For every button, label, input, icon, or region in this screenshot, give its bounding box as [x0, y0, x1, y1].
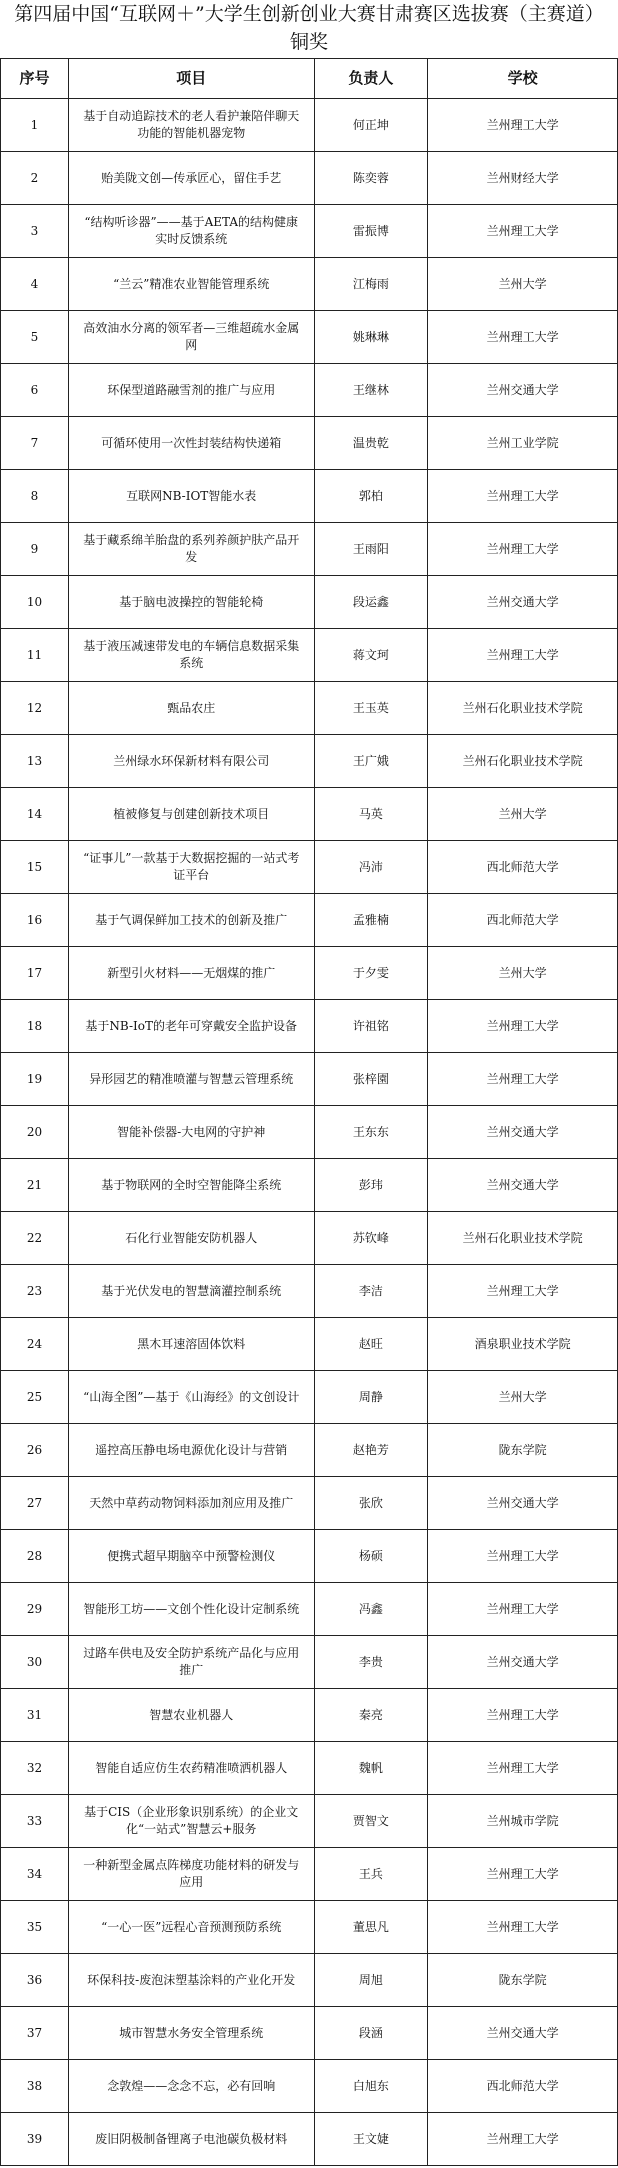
row-leader: 张欣: [315, 1477, 429, 1529]
row-project: 城市智慧水务安全管理系统: [69, 2007, 315, 2059]
row-project: 智能补偿器-大电网的守护神: [69, 1106, 315, 1158]
table-row: [0, 417, 618, 470]
row-index: 20: [1, 1106, 69, 1158]
row-project: 甄品农庄: [69, 682, 315, 734]
row-school: 兰州交通大学: [428, 2007, 618, 2059]
row-school: 兰州工业学院: [428, 417, 618, 469]
row-leader: 孟雅楠: [315, 894, 429, 946]
row-leader: 于夕雯: [315, 947, 429, 999]
row-school: 兰州大学: [428, 788, 618, 840]
header-leader: 负责人: [315, 59, 429, 98]
row-project: 黑木耳速溶固体饮料: [69, 1318, 315, 1370]
row-project: 基于脑电波操控的智能轮椅: [69, 576, 315, 628]
table-row: [0, 1424, 618, 1477]
row-school: 兰州理工大学: [428, 311, 618, 363]
row-leader: 蒋文珂: [315, 629, 429, 681]
table-row: [0, 1954, 618, 2007]
table-row: [0, 735, 618, 788]
row-project: “证事儿”一款基于大数据挖掘的一站式考证平台: [69, 841, 315, 893]
table-row: [0, 1848, 618, 1901]
row-project: 环保型道路融雪剂的推广与应用: [69, 364, 315, 416]
row-school: 兰州理工大学: [428, 1530, 618, 1582]
row-project: 基于CIS（企业形象识别系统）的企业文化“一站式”智慧云+服务: [69, 1795, 315, 1847]
row-index: 16: [1, 894, 69, 946]
row-index: 12: [1, 682, 69, 734]
row-school: 兰州理工大学: [428, 1742, 618, 1794]
row-index: 34: [1, 1848, 69, 1900]
row-index: 22: [1, 1212, 69, 1264]
row-index: 8: [1, 470, 69, 522]
table-row: [0, 1053, 618, 1106]
row-index: 37: [1, 2007, 69, 2059]
row-index: 38: [1, 2060, 69, 2112]
row-leader: 周旭: [315, 1954, 429, 2006]
row-school: 兰州理工大学: [428, 523, 618, 575]
row-index: 7: [1, 417, 69, 469]
row-leader: 董思凡: [315, 1901, 429, 1953]
row-project: 智能自适应仿生农药精准喷洒机器人: [69, 1742, 315, 1794]
row-leader: 赵旺: [315, 1318, 429, 1370]
award-table: [0, 58, 618, 2166]
row-school: 兰州石化职业技术学院: [428, 682, 618, 734]
row-index: 1: [1, 99, 69, 151]
row-project: 智慧农业机器人: [69, 1689, 315, 1741]
table-row: [0, 1901, 618, 1954]
row-school: 兰州城市学院: [428, 1795, 618, 1847]
table-row: [0, 152, 618, 205]
table-row: [0, 629, 618, 682]
row-school: 兰州理工大学: [428, 1689, 618, 1741]
row-index: 27: [1, 1477, 69, 1529]
row-school: 兰州交通大学: [428, 364, 618, 416]
table-row: [0, 1689, 618, 1742]
row-index: 25: [1, 1371, 69, 1423]
table-row: [0, 1212, 618, 1265]
table-row: [0, 2060, 618, 2113]
row-school: 兰州交通大学: [428, 1159, 618, 1211]
row-project: “结构听诊器”——基于AETA的结构健康实时反馈系统: [69, 205, 315, 257]
table-row: [0, 258, 618, 311]
row-school: 兰州理工大学: [428, 629, 618, 681]
row-project: 一种新型金属点阵梯度功能材料的研发与应用: [69, 1848, 315, 1900]
table-row: [0, 1742, 618, 1795]
row-project: 智能形工坊——文创个性化设计定制系统: [69, 1583, 315, 1635]
row-project: 基于物联网的全时空智能降尘系统: [69, 1159, 315, 1211]
row-index: 18: [1, 1000, 69, 1052]
row-project: 基于光伏发电的智慧滴灌控制系统: [69, 1265, 315, 1317]
row-project: 新型引火材料——无烟煤的推广: [69, 947, 315, 999]
row-index: 19: [1, 1053, 69, 1105]
row-index: 28: [1, 1530, 69, 1582]
row-school: 兰州理工大学: [428, 1901, 618, 1953]
row-leader: 白旭东: [315, 2060, 429, 2112]
row-index: 35: [1, 1901, 69, 1953]
row-leader: 郭柏: [315, 470, 429, 522]
row-project: 可循环使用一次性封装结构快递箱: [69, 417, 315, 469]
row-index: 2: [1, 152, 69, 204]
table-row: [0, 947, 618, 1000]
row-leader: 王广娥: [315, 735, 429, 787]
row-school: 兰州大学: [428, 947, 618, 999]
row-project: 兰州绿水环保新材料有限公司: [69, 735, 315, 787]
row-leader: 王继林: [315, 364, 429, 416]
row-leader: 何正坤: [315, 99, 429, 151]
table-row: [0, 364, 618, 417]
row-index: 5: [1, 311, 69, 363]
row-index: 6: [1, 364, 69, 416]
row-index: 21: [1, 1159, 69, 1211]
row-project: 基于气调保鲜加工技术的创新及推广: [69, 894, 315, 946]
row-index: 15: [1, 841, 69, 893]
row-project: 植被修复与创建创新技术项目: [69, 788, 315, 840]
row-leader: 贾智文: [315, 1795, 429, 1847]
row-school: 兰州石化职业技术学院: [428, 735, 618, 787]
row-project: 过路车供电及安全防护系统产品化与应用推广: [69, 1636, 315, 1688]
row-index: 23: [1, 1265, 69, 1317]
row-leader: 段运鑫: [315, 576, 429, 628]
table-row: [0, 1477, 618, 1530]
row-index: 32: [1, 1742, 69, 1794]
row-index: 31: [1, 1689, 69, 1741]
row-index: 11: [1, 629, 69, 681]
header-index: 序号: [1, 59, 69, 98]
row-index: 3: [1, 205, 69, 257]
table-row: [0, 1795, 618, 1848]
row-school: 兰州石化职业技术学院: [428, 1212, 618, 1264]
row-school: 兰州交通大学: [428, 1477, 618, 1529]
row-leader: 雷振博: [315, 205, 429, 257]
row-project: 异形园艺的精准喷灌与智慧云管理系统: [69, 1053, 315, 1105]
row-project: “兰云”精准农业智能管理系统: [69, 258, 315, 310]
table-row: [0, 523, 618, 576]
row-project: 高效油水分离的领军者—三维超疏水金属网: [69, 311, 315, 363]
row-school: 兰州理工大学: [428, 2113, 618, 2165]
row-school: 兰州理工大学: [428, 1000, 618, 1052]
table-row: [0, 470, 618, 523]
row-project: 天然中草药动物饲料添加剂应用及推广: [69, 1477, 315, 1529]
row-school: 兰州理工大学: [428, 1053, 618, 1105]
table-header-row: [0, 59, 618, 99]
row-leader: 彭玮: [315, 1159, 429, 1211]
row-leader: 魏帆: [315, 1742, 429, 1794]
row-school: 酒泉职业技术学院: [428, 1318, 618, 1370]
row-leader: 许祖铭: [315, 1000, 429, 1052]
row-school: 西北师范大学: [428, 894, 618, 946]
row-leader: 马英: [315, 788, 429, 840]
row-project: 互联网NB-IOT智能水表: [69, 470, 315, 522]
row-school: 兰州大学: [428, 1371, 618, 1423]
row-leader: 陈奕蓉: [315, 152, 429, 204]
row-school: 兰州大学: [428, 258, 618, 310]
row-index: 4: [1, 258, 69, 310]
row-index: 26: [1, 1424, 69, 1476]
row-school: 陇东学院: [428, 1954, 618, 2006]
table-row: [0, 311, 618, 364]
row-project: 遥控高压静电场电源优化设计与营销: [69, 1424, 315, 1476]
page-title: 第四届中国“互联网＋”大学生创新创业大赛甘肃赛区选拔赛（主赛道）铜奖: [14, 3, 604, 53]
row-school: 兰州理工大学: [428, 1265, 618, 1317]
row-school: 兰州交通大学: [428, 1106, 618, 1158]
row-leader: 李贵: [315, 1636, 429, 1688]
row-school: 兰州理工大学: [428, 1848, 618, 1900]
row-project: 基于自动追踪技术的老人看护兼陪伴聊天功能的智能机器宠物: [69, 99, 315, 151]
table-row: [0, 1106, 618, 1159]
table-row: [0, 2007, 618, 2060]
row-index: 29: [1, 1583, 69, 1635]
row-index: 33: [1, 1795, 69, 1847]
row-project: 便携式超早期脑卒中预警检测仪: [69, 1530, 315, 1582]
row-leader: 江梅雨: [315, 258, 429, 310]
row-index: 9: [1, 523, 69, 575]
row-leader: 苏钦峰: [315, 1212, 429, 1264]
table-row: [0, 788, 618, 841]
row-school: 兰州理工大学: [428, 99, 618, 151]
row-project: 贻美陇文创—传承匠心，留住手艺: [69, 152, 315, 204]
row-leader: 王雨阳: [315, 523, 429, 575]
table-row: [0, 1636, 618, 1689]
row-index: 14: [1, 788, 69, 840]
table-row: [0, 1371, 618, 1424]
table-row: [0, 1265, 618, 1318]
row-project: 基于藏系绵羊胎盘的系列养颜护肤产品开发: [69, 523, 315, 575]
row-leader: 李洁: [315, 1265, 429, 1317]
row-school: 兰州理工大学: [428, 470, 618, 522]
row-project: 废旧阴极制备锂离子电池碳负极材料: [69, 2113, 315, 2165]
row-index: 39: [1, 2113, 69, 2165]
row-leader: 王玉英: [315, 682, 429, 734]
row-leader: 王文婕: [315, 2113, 429, 2165]
row-leader: 张梓園: [315, 1053, 429, 1105]
row-leader: 段涵: [315, 2007, 429, 2059]
row-project: 石化行业智能安防机器人: [69, 1212, 315, 1264]
row-index: 10: [1, 576, 69, 628]
row-leader: 温贵乾: [315, 417, 429, 469]
row-project: “一心一医”远程心音预测预防系统: [69, 1901, 315, 1953]
table-row: [0, 1159, 618, 1212]
row-leader: 秦亮: [315, 1689, 429, 1741]
row-school: 兰州财经大学: [428, 152, 618, 204]
row-leader: 赵艳芳: [315, 1424, 429, 1476]
table-row: [0, 1318, 618, 1371]
row-index: 24: [1, 1318, 69, 1370]
row-school: 兰州交通大学: [428, 1636, 618, 1688]
row-school: 陇东学院: [428, 1424, 618, 1476]
row-leader: 周静: [315, 1371, 429, 1423]
header-school: 学校: [428, 59, 618, 98]
row-leader: 王兵: [315, 1848, 429, 1900]
row-leader: 冯沛: [315, 841, 429, 893]
header-project: 项目: [69, 59, 315, 98]
row-index: 30: [1, 1636, 69, 1688]
row-index: 17: [1, 947, 69, 999]
row-index: 13: [1, 735, 69, 787]
table-row: [0, 1000, 618, 1053]
row-leader: 姚琳琳: [315, 311, 429, 363]
row-school: 兰州理工大学: [428, 205, 618, 257]
row-project: 基于液压减速带发电的车辆信息数据采集系统: [69, 629, 315, 681]
table-row: [0, 1583, 618, 1636]
row-project: 环保科技-废泡沫塑基涂料的产业化开发: [69, 1954, 315, 2006]
row-school: 西北师范大学: [428, 2060, 618, 2112]
table-row: [0, 894, 618, 947]
row-school: 西北师范大学: [428, 841, 618, 893]
table-row: [0, 576, 618, 629]
row-leader: 冯鑫: [315, 1583, 429, 1635]
row-school: 兰州理工大学: [428, 1583, 618, 1635]
table-row: [0, 841, 618, 894]
row-leader: 王东东: [315, 1106, 429, 1158]
row-leader: 杨硕: [315, 1530, 429, 1582]
table-row: [0, 1530, 618, 1583]
row-index: 36: [1, 1954, 69, 2006]
table-body: [0, 99, 618, 2166]
row-project: 念敦煌——念念不忘，必有回响: [69, 2060, 315, 2112]
row-school: 兰州交通大学: [428, 576, 618, 628]
row-project: “山海全图”—基于《山海经》的文创设计: [69, 1371, 315, 1423]
table-row: [0, 2113, 618, 2166]
table-row: [0, 682, 618, 735]
table-row: [0, 205, 618, 258]
row-project: 基于NB-IoT的老年可穿戴安全监护设备: [69, 1000, 315, 1052]
table-row: [0, 99, 618, 152]
